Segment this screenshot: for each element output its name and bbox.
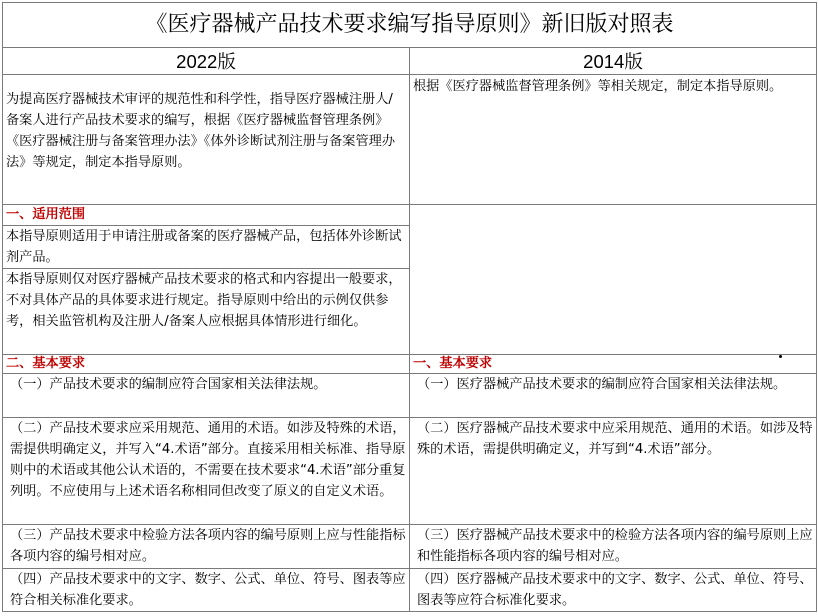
- section-basic-2014: 一、基本要求: [410, 355, 817, 374]
- requirement-3-2022: （三）产品技术要求中检验方法各项内容的编号原则上应与性能指标各项内容的编号相对应。: [3, 525, 410, 569]
- requirement-4-2014: （四）医疗器械产品技术要求中的文字、数字、公式、单位、符号、图表等应符合标准化要求。: [410, 569, 817, 612]
- requirement-2-2014: （二）医疗器械产品技术要求中应采用规范、通用的术语。如涉及特殊的术语，需提供明确定义，并写到“4.术语”部分。: [410, 418, 817, 525]
- empty-cell-2014: [410, 205, 817, 355]
- requirement-1-2014: （一）医疗器械产品技术要求的编制应符合国家相关法律法规。: [410, 374, 817, 418]
- intro-2014: 根据《医疗器械监督管理条例》等相关规定，制定本指导原则。: [410, 75, 817, 205]
- requirement-2-2022: （二）产品技术要求应采用规范、通用的术语。如涉及特殊的术语，需提供明确定义，并写入“4.术语”部分。直接采用相关标准、指导原则中的术语或其他公认术语的，不需要在技术要求“4.术语”部分重复列明。不应使用与上述术语名称相同但改变了原义的自定义术语。: [3, 418, 410, 525]
- requirement-4-2022: （四）产品技术要求中的文字、数字、公式、单位、符号、图表等应符合相关标准化要求。: [3, 569, 410, 612]
- scope-paragraph-1: 本指导原则适用于申请注册或备案的医疗器械产品，包括体外诊断试剂产品。: [3, 226, 410, 269]
- section-scope-2022: 一、适用范围: [3, 205, 410, 226]
- intro-2022: 为提高医疗器械技术审评的规范性和科学性，指导医疗器械注册人/备案人进行产品技术要求的编写，根据《医疗器械监督管理条例》《医疗器械注册与备案管理办法》《体外诊断试剂注册与备案管理办法》等规定，制定本指导原则。: [3, 75, 410, 205]
- comparison-sheet: [2, 2, 816, 614]
- column-header-2014: 2014版: [410, 48, 817, 75]
- stray-dot: [779, 355, 782, 358]
- comparison-table: [2, 2, 817, 612]
- requirement-3-2014: （三）医疗器械产品技术要求中的检验方法各项内容的编号原则上应和性能指标各项内容的编号相对应。: [410, 525, 817, 569]
- section-basic-2022: 二、基本要求: [3, 355, 410, 374]
- requirement-1-2022: （一）产品技术要求的编制应符合国家相关法律法规。: [3, 374, 410, 418]
- scope-paragraph-2: 本指导原则仅对医疗器械产品技术要求的格式和内容提出一般要求，不对具体产品的具体要求进行规定。指导原则中给出的示例仅供参考，相关监管机构及注册人/备案人应根据具体情形进行细化。: [3, 269, 410, 355]
- column-header-2022: 2022版: [3, 48, 410, 75]
- table-title: 《医疗器械产品技术要求编写指导原则》新旧版对照表: [3, 3, 817, 48]
